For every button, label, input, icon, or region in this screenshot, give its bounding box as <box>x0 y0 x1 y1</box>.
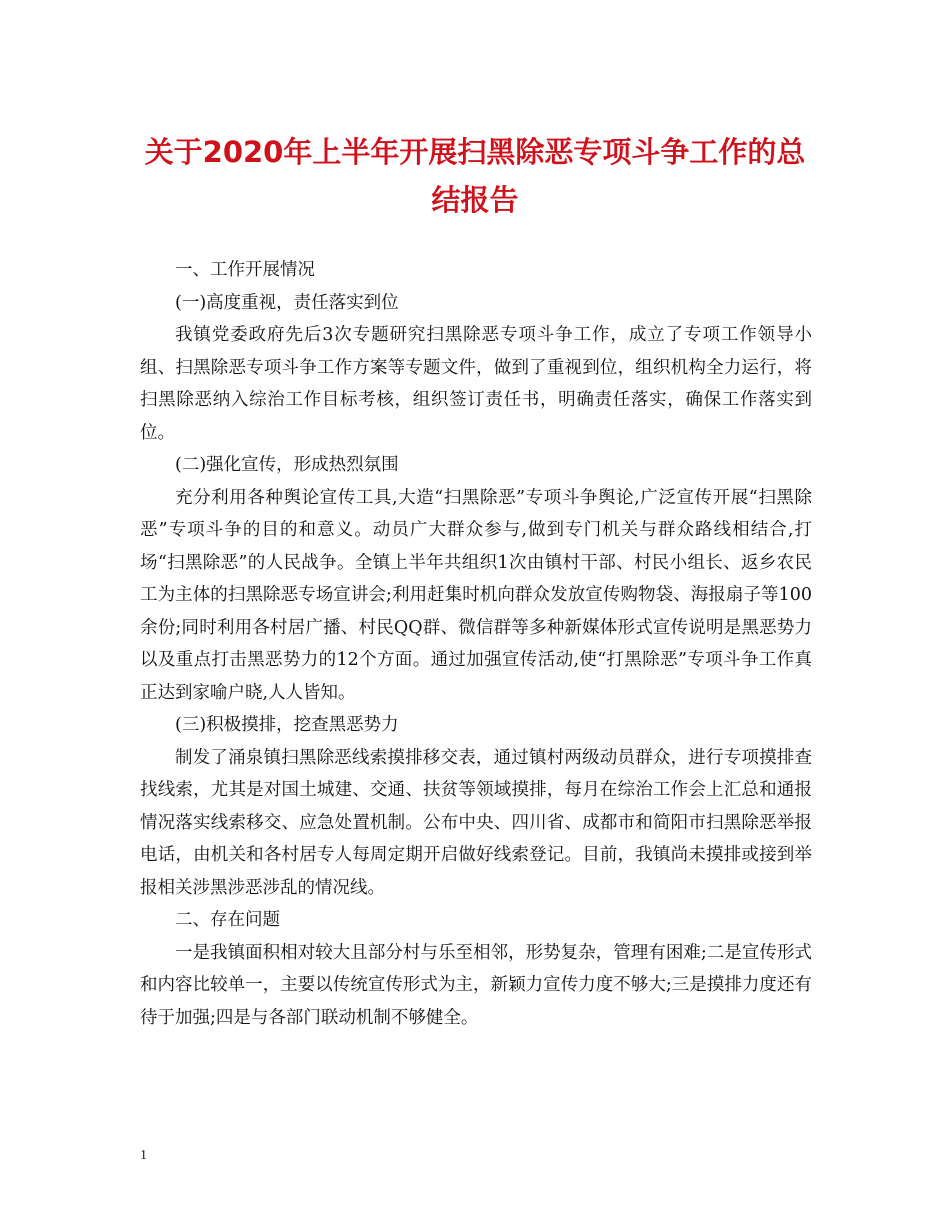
body-paragraph: 我镇党委政府先后3次专题研究扫黑除恶专项斗争工作，成立了专项工作领导小组、扫黑除恶专项斗争工作方案等专题文件，做到了重视到位，组织机构全力运行，将扫黑除恶纳入综治工作目标考核，组织签订责任书，明确责任落实，确保工作落实到位。 <box>140 325 812 443</box>
subsection-heading-3: (三)积极摸排，挖查黑恶势力 <box>175 715 399 735</box>
subsection-heading-1: (一)高度重视，责任落实到位 <box>175 292 399 313</box>
subsection-heading-2: (二)强化宣传，形成热烈氛围 <box>175 455 399 475</box>
section-heading-problems: 二、存在问题 <box>175 910 280 930</box>
body-paragraph: 制发了涌泉镇扫黑除恶线索摸排移交表，通过镇村两级动员群众，进行专项摸排查找线索，尤其是对国土城建、交通、扶贫等领域摸排，每月在综治工作会上汇总和通报情况落实线索移交、应急处置机制。公布中央、四川省、成都市和简阳市扫黑除恶举报电话，由机关和各村居专人每周定期开启做好线索登记。目前，我镇尚未摸排或接到举报相关涉黑涉恶涉乱的情况线。 <box>140 747 812 898</box>
section-heading-work-progress: 一、工作开展情况 <box>175 260 315 280</box>
body-paragraph: 充分利用各种舆论宣传工具,大造“扫黑除恶”专项斗争舆论,广泛宣传开展“扫黑除恶”专项斗争的目的和意义。动员广大群众参与,做到专门机关与群众路线相结合,打场“扫黑除恶”的人民战争。全镇上半年共组织1次由镇村干部、村民小组长、返乡农民工为主体的扫黑除恶专场宣讲会;利用赶集时机向群众发放宣传购物袋、海报扇子等100余份;同时利用各村居广播、村民QQ群、微信群等多种新媒体形式宣传说明是黑恶势力以及重点打击黑恶势力的12个方面。通过加强宣传活动,使“打黑除恶”专项斗争工作真正达到家喻户晓,人人皆知。 <box>140 487 812 703</box>
page-number: 1 <box>140 1148 147 1163</box>
body-paragraph: 一是我镇面积相对较大且部分村与乐至相邻，形势复杂，管理有困难;二是宣传形式和内容比较单一，主要以传统宣传形式为主，新颖力宣传力度不够大;三是摸排力度还有待于加强;四是与各部门联动机制不够健全。 <box>140 942 812 1028</box>
document-title: 关于2020年上半年开展扫黑除恶专项斗争工作的总结报告 <box>144 135 806 217</box>
document-body <box>140 254 812 1034</box>
